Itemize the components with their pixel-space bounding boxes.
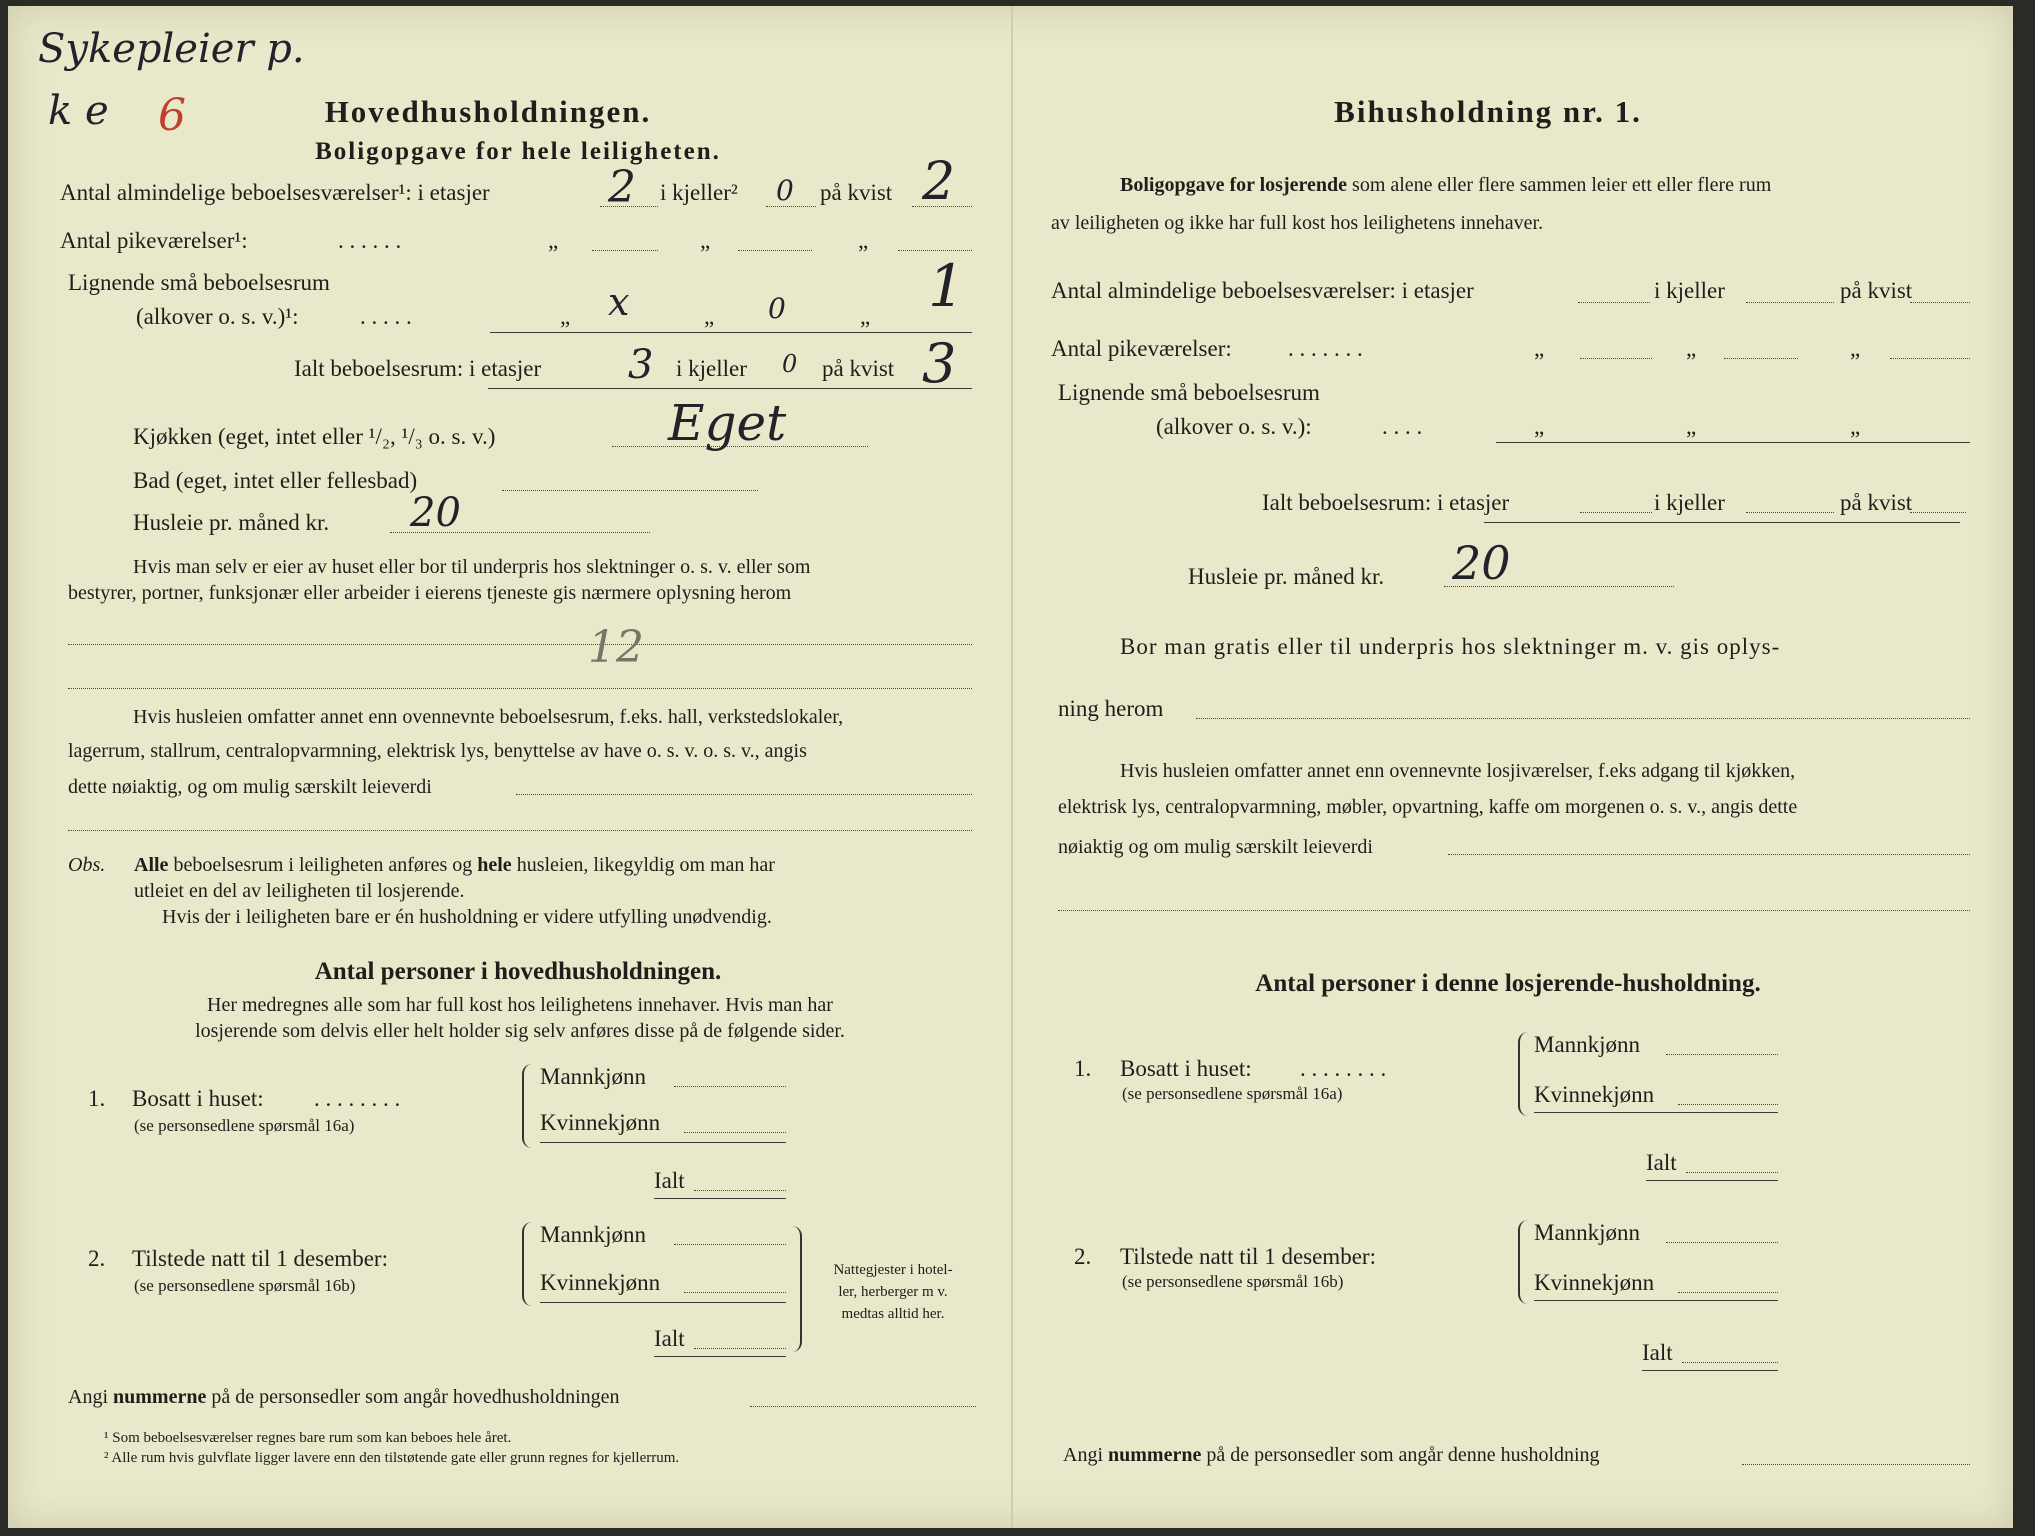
left-eier-field-2[interactable] <box>68 688 972 689</box>
right-husleie-label: Husleie pr. måned kr. <box>1188 564 1385 589</box>
left-obs-line-2: utleiet en del av leiligheten til losjerende. <box>134 880 465 902</box>
left-row-lign-1: Lignende små beboelsesrum <box>68 270 330 295</box>
left-obs-label: Obs. <box>68 854 106 876</box>
left-obs-line-3: Hvis der i leiligheten bare er én husholdning er videre utfylling unødvendig. <box>162 906 772 928</box>
left-para-omfatter-2: lagerrum, stallrum, centralopvarmning, elektrisk lys, benyttelse av have o. s. v. o. s. v., angis <box>68 740 807 762</box>
left-q2-brace <box>522 1222 534 1306</box>
left-q1-label: Bosatt i huset: <box>132 1086 264 1111</box>
left-q1-kvinne-rule <box>540 1142 786 1143</box>
hw-ialt-kvist: 3 <box>922 332 957 395</box>
right-row-antal-label: Antal almindelige beboelsesværelser: i etasjer <box>1051 278 1474 303</box>
left-pike-ditto-2: „ <box>700 228 711 253</box>
right-pike-ditto-3: „ <box>1850 336 1861 361</box>
right-row-pike-dots: . . . . . . . <box>1288 336 1363 361</box>
left-para-eier-1: Hvis man selv er eier av huset eller bor til underpris hos slektninger o. s. v. eller som <box>133 556 811 578</box>
handwritten-corner-note: Sykepleier p. <box>38 26 305 72</box>
left-row-antal-kvist: på kvist <box>820 180 893 205</box>
right-pike-field-1[interactable] <box>1580 358 1652 359</box>
right-angi-c: på de personsedler som angår denne husholdning <box>1206 1444 1600 1466</box>
left-bad-label: Bad (eget, intet eller fellesbad) <box>133 468 418 493</box>
right-q1-mann-field[interactable] <box>1666 1054 1778 1055</box>
hw-right-husleie: 20 <box>1452 536 1511 590</box>
left-lign-ditto-3: „ <box>860 304 871 329</box>
left-q1-kvinne-label: Kvinnekjønn <box>540 1110 661 1135</box>
left-q2-ialt-field[interactable] <box>694 1348 786 1349</box>
right-q1-brace <box>1518 1032 1530 1116</box>
hw-kjeller: 0 <box>776 174 794 207</box>
left-row-ialt-kjeller: i kjeller <box>676 356 747 381</box>
left-q1-ialt-label: Ialt <box>654 1168 685 1193</box>
left-footnote-2: ² Alle rum hvis gulvflate ligger lavere enn den tilstøtende gate eller grunn regnes for kjellerrum. <box>104 1450 680 1466</box>
left-row-antal-label: Antal almindelige beboelsesværelser¹: i etasjer <box>60 180 490 205</box>
left-row-lign-2: (alkover o. s. v.)¹: <box>136 304 299 329</box>
left-angi-c: på de personsedler som angår hovedhusholdningen <box>211 1386 620 1408</box>
right-pike-field-3[interactable] <box>1890 358 1970 359</box>
right-q1-mann-label: Mannkjønn <box>1534 1032 1641 1057</box>
left-ialt-underline <box>488 388 972 389</box>
census-form-sheet <box>8 6 2013 1528</box>
left-obs-line-1 <box>134 854 775 877</box>
right-q2-mann-field[interactable] <box>1666 1242 1778 1243</box>
left-q2-sub: (se personsedlene spørsmål 16b) <box>134 1276 356 1295</box>
right-gratis-field[interactable] <box>1196 718 1970 719</box>
left-bad-field[interactable] <box>502 490 758 491</box>
right-pike-ditto-2: „ <box>1686 336 1697 361</box>
right-q2-ialt-label: Ialt <box>1642 1340 1673 1365</box>
hw-pencil-12: 12 <box>588 622 644 673</box>
hw-husleie: 20 <box>410 490 461 536</box>
left-q1-dots: . . . . . . . . <box>314 1086 401 1111</box>
left-para-omfatter-1: Hvis husleien omfatter annet enn ovennevnte beboelsesrum, f.eks. hall, verkstedslokaler, <box>133 706 844 728</box>
left-row-ialt-kvist: på kvist <box>822 356 895 381</box>
left-nattegjester-2: ler, herberger m v. <box>838 1284 948 1300</box>
left-q1-mann-label: Mannkjønn <box>540 1064 647 1089</box>
right-q2-number: 2. <box>1074 1244 1092 1269</box>
left-row-antal-kjeller: i kjeller² <box>660 180 738 205</box>
left-pike-field-1[interactable] <box>592 250 658 251</box>
right-q1-sub: (se personsedlene spørsmål 16a) <box>1122 1084 1343 1103</box>
right-q2-ialt-rule <box>1642 1370 1778 1371</box>
left-q2-mann-label: Mannkjønn <box>540 1222 647 1247</box>
right-intro-rest: som alene eller flere sammen leier ett eller flere rum <box>1352 174 1772 196</box>
handwritten-corner-code: k e <box>48 88 109 134</box>
right-personer-heading: Antal personer i denne losjerende-husholdning. <box>1255 970 1761 997</box>
left-footnote-1: ¹ Som beboelsesværelser regnes bare rum som kan beboes hele året. <box>104 1430 512 1446</box>
right-row-lign-dots: . . . . <box>1382 414 1423 439</box>
hw-ialt-kjeller: 0 <box>782 350 798 378</box>
right-angi-b: nummerne <box>1108 1444 1202 1466</box>
left-q2-kvinne-label: Kvinnekjønn <box>540 1270 661 1295</box>
right-q1-number: 1. <box>1074 1056 1092 1081</box>
left-q2-right-brace <box>788 1226 802 1352</box>
right-q2-label: Tilstede natt til 1 desember: <box>1120 1244 1376 1269</box>
hw-ialt-etasjer: 3 <box>628 342 654 388</box>
left-angi-field[interactable] <box>750 1406 976 1407</box>
left-q1-mann-field[interactable] <box>674 1086 786 1087</box>
left-omfatter-field-1[interactable] <box>516 794 972 795</box>
right-field-etasjer[interactable] <box>1578 302 1650 303</box>
left-omfatter-field-2[interactable] <box>68 830 972 831</box>
right-angi-a: Angi <box>1063 1444 1103 1466</box>
left-q2-kvinne-field[interactable] <box>684 1292 786 1293</box>
right-row-lign-2: (alkover o. s. v.): <box>1156 414 1312 439</box>
right-q2-sub: (se personsedlene spørsmål 16b) <box>1122 1272 1344 1291</box>
left-lign-underline <box>490 332 972 333</box>
left-row-ialt-label: Ialt beboelsesrum: i etasjer <box>294 356 542 381</box>
right-intro-line-1 <box>1120 174 1771 197</box>
right-para-omfatter-3: nøiaktig og om mulig særskilt leieverdi <box>1058 836 1373 858</box>
page-fold <box>1011 6 1013 1528</box>
right-ialt-field-etasjer[interactable] <box>1580 512 1652 513</box>
hw-lign-etasjer: x <box>608 280 630 324</box>
left-personer-note-2: losjerende som delvis eller helt holder sig selv anføres disse på de følgende sider. <box>195 1020 845 1042</box>
left-q1-brace <box>522 1064 534 1148</box>
hw-kvist: 2 <box>922 152 956 212</box>
left-personer-heading: Antal personer i hovedhusholdningen. <box>314 958 722 985</box>
left-angi-line <box>68 1386 620 1409</box>
obs-text-a: beboelsesrum i leiligheten anføres og <box>173 854 473 876</box>
left-q1-sub: (se personsedlene spørsmål 16a) <box>134 1116 355 1135</box>
right-row-antal-kjeller: i kjeller <box>1654 278 1725 303</box>
right-intro-line-2: av leiligheten og ikke har full kost hos leilighetens innehaver. <box>1051 212 1544 234</box>
left-pike-field-3[interactable] <box>898 250 972 251</box>
right-field-kvist[interactable] <box>1910 302 1970 303</box>
left-para-eier-2: bestyrer, portner, funksjonær eller arbeider i eierens tjeneste gis nærmere oplysning herom <box>68 582 792 604</box>
right-ialt-field-kvist[interactable] <box>1910 512 1966 513</box>
right-q1-kvinne-label: Kvinnekjønn <box>1534 1082 1655 1107</box>
left-q1-number: 1. <box>88 1086 106 1111</box>
left-nattegjester-1: Nattegjester i hotel- <box>833 1262 953 1278</box>
right-q1-label: Bosatt i huset: <box>1120 1056 1252 1081</box>
left-pike-ditto-3: „ <box>858 228 869 253</box>
right-row-antal-kvist: på kvist <box>1840 278 1913 303</box>
right-q2-mann-label: Mannkjønn <box>1534 1220 1641 1245</box>
right-q1-ialt-label: Ialt <box>1646 1150 1677 1175</box>
right-q2-kvinne-rule <box>1534 1300 1778 1301</box>
right-lign-ditto-1: „ <box>1534 414 1545 439</box>
right-q1-kvinne-field[interactable] <box>1678 1104 1778 1105</box>
right-q1-dots: . . . . . . . . <box>1300 1056 1387 1081</box>
right-field-kjeller[interactable] <box>1746 302 1834 303</box>
left-para-omfatter-3: dette nøiaktig, og om mulig særskilt leieverdi <box>68 776 432 798</box>
obs-hele: hele <box>477 854 512 876</box>
right-row-lign-1: Lignende små beboelsesrum <box>1058 380 1320 405</box>
right-row-ialt-label: Ialt beboelsesrum: i etasjer <box>1262 490 1510 515</box>
left-pike-field-2[interactable] <box>738 250 812 251</box>
left-personer-note-1: Her medregnes alle som har full kost hos leilighetens innehaver. Hvis man har <box>207 994 833 1016</box>
right-lign-ditto-3: „ <box>1850 414 1861 439</box>
left-q2-label: Tilstede natt til 1 desember: <box>132 1246 388 1271</box>
left-lign-ditto-2: „ <box>704 304 715 329</box>
right-row-pike-label: Antal pikeværelser: <box>1051 336 1232 361</box>
right-q2-ialt-field[interactable] <box>1682 1362 1778 1363</box>
left-kjokken-label: Kjøkken (eget, intet eller ¹/₂, ¹/₃ o. s. v.) <box>133 424 496 449</box>
left-q2-kvinne-rule <box>540 1302 786 1303</box>
right-ialt-underline <box>1484 522 1960 523</box>
right-angi-field[interactable] <box>1742 1464 1970 1465</box>
right-q2-kvinne-field[interactable] <box>1678 1292 1778 1293</box>
left-q2-ialt-rule <box>654 1356 786 1357</box>
right-row-ialt-kvist: på kvist <box>1840 490 1913 515</box>
right-gratis-2: ning herom <box>1058 696 1164 721</box>
right-q2-kvinne-label: Kvinnekjønn <box>1534 1270 1655 1295</box>
left-angi-a: Angi <box>68 1386 108 1408</box>
left-lign-ditto-1: „ <box>560 304 571 329</box>
handwritten-corner-number: 6 <box>158 90 186 141</box>
hw-kjokken: Eget <box>668 394 787 452</box>
left-q1-kvinne-field[interactable] <box>684 1132 786 1133</box>
right-lign-underline <box>1496 442 1970 443</box>
obs-text-b: husleien, likegyldig om man har <box>516 854 775 876</box>
right-angi-line <box>1063 1444 1600 1467</box>
left-subheading: Boligopgave for hele leiligheten. <box>315 138 721 165</box>
left-q2-ialt-label: Ialt <box>654 1326 685 1351</box>
right-row-ialt-kjeller: i kjeller <box>1654 490 1725 515</box>
right-heading: Bihusholdning nr. 1. <box>1334 94 1642 129</box>
right-q2-brace <box>1518 1220 1530 1304</box>
left-eier-field-1[interactable] <box>68 644 972 645</box>
right-q1-ialt-rule <box>1646 1180 1778 1181</box>
left-q1-ialt-field[interactable] <box>694 1190 786 1191</box>
hw-etasjer: 2 <box>608 162 636 213</box>
hw-lign-kvist: 1 <box>928 252 965 320</box>
right-omfatter-field-2[interactable] <box>1058 910 1970 911</box>
left-angi-b: nummerne <box>113 1386 207 1408</box>
left-husleie-label: Husleie pr. måned kr. <box>133 510 330 535</box>
left-row-lign-dots: . . . . . <box>360 304 412 329</box>
right-lign-ditto-2: „ <box>1686 414 1697 439</box>
left-q2-mann-field[interactable] <box>674 1244 786 1245</box>
obs-alle: Alle <box>134 854 169 876</box>
left-nattegjester-3: medtas alltid her. <box>841 1306 945 1322</box>
right-q1-kvinne-rule <box>1534 1112 1778 1113</box>
left-pike-ditto-1: „ <box>548 228 559 253</box>
right-ialt-field-kjeller[interactable] <box>1746 512 1834 513</box>
left-q2-number: 2. <box>88 1246 106 1271</box>
left-row-pike-label: Antal pikeværelser¹: <box>60 228 248 253</box>
right-intro-bold: Boligopgave for losjerende <box>1120 174 1348 196</box>
right-omfatter-field-1[interactable] <box>1448 854 1970 855</box>
right-para-omfatter-1: Hvis husleien omfatter annet enn ovennevnte losjiværelser, f.eks adgang til kjøkken, <box>1120 760 1796 782</box>
right-q1-ialt-field[interactable] <box>1686 1172 1778 1173</box>
hw-lign-kjeller: 0 <box>768 292 786 325</box>
right-gratis-1: Bor man gratis eller til underpris hos slektninger m. v. gis oplys- <box>1120 634 1781 659</box>
right-pike-field-2[interactable] <box>1724 358 1798 359</box>
left-row-pike-dots: . . . . . . <box>338 228 402 253</box>
right-pike-ditto-1: „ <box>1534 336 1545 361</box>
left-q1-ialt-rule <box>654 1198 786 1199</box>
left-heading: Hovedhusholdningen. <box>324 94 652 129</box>
right-para-omfatter-2: elektrisk lys, centralopvarmning, møbler, opvartning, kaffe om morgenen o. s. v., angis dette <box>1058 796 1798 818</box>
